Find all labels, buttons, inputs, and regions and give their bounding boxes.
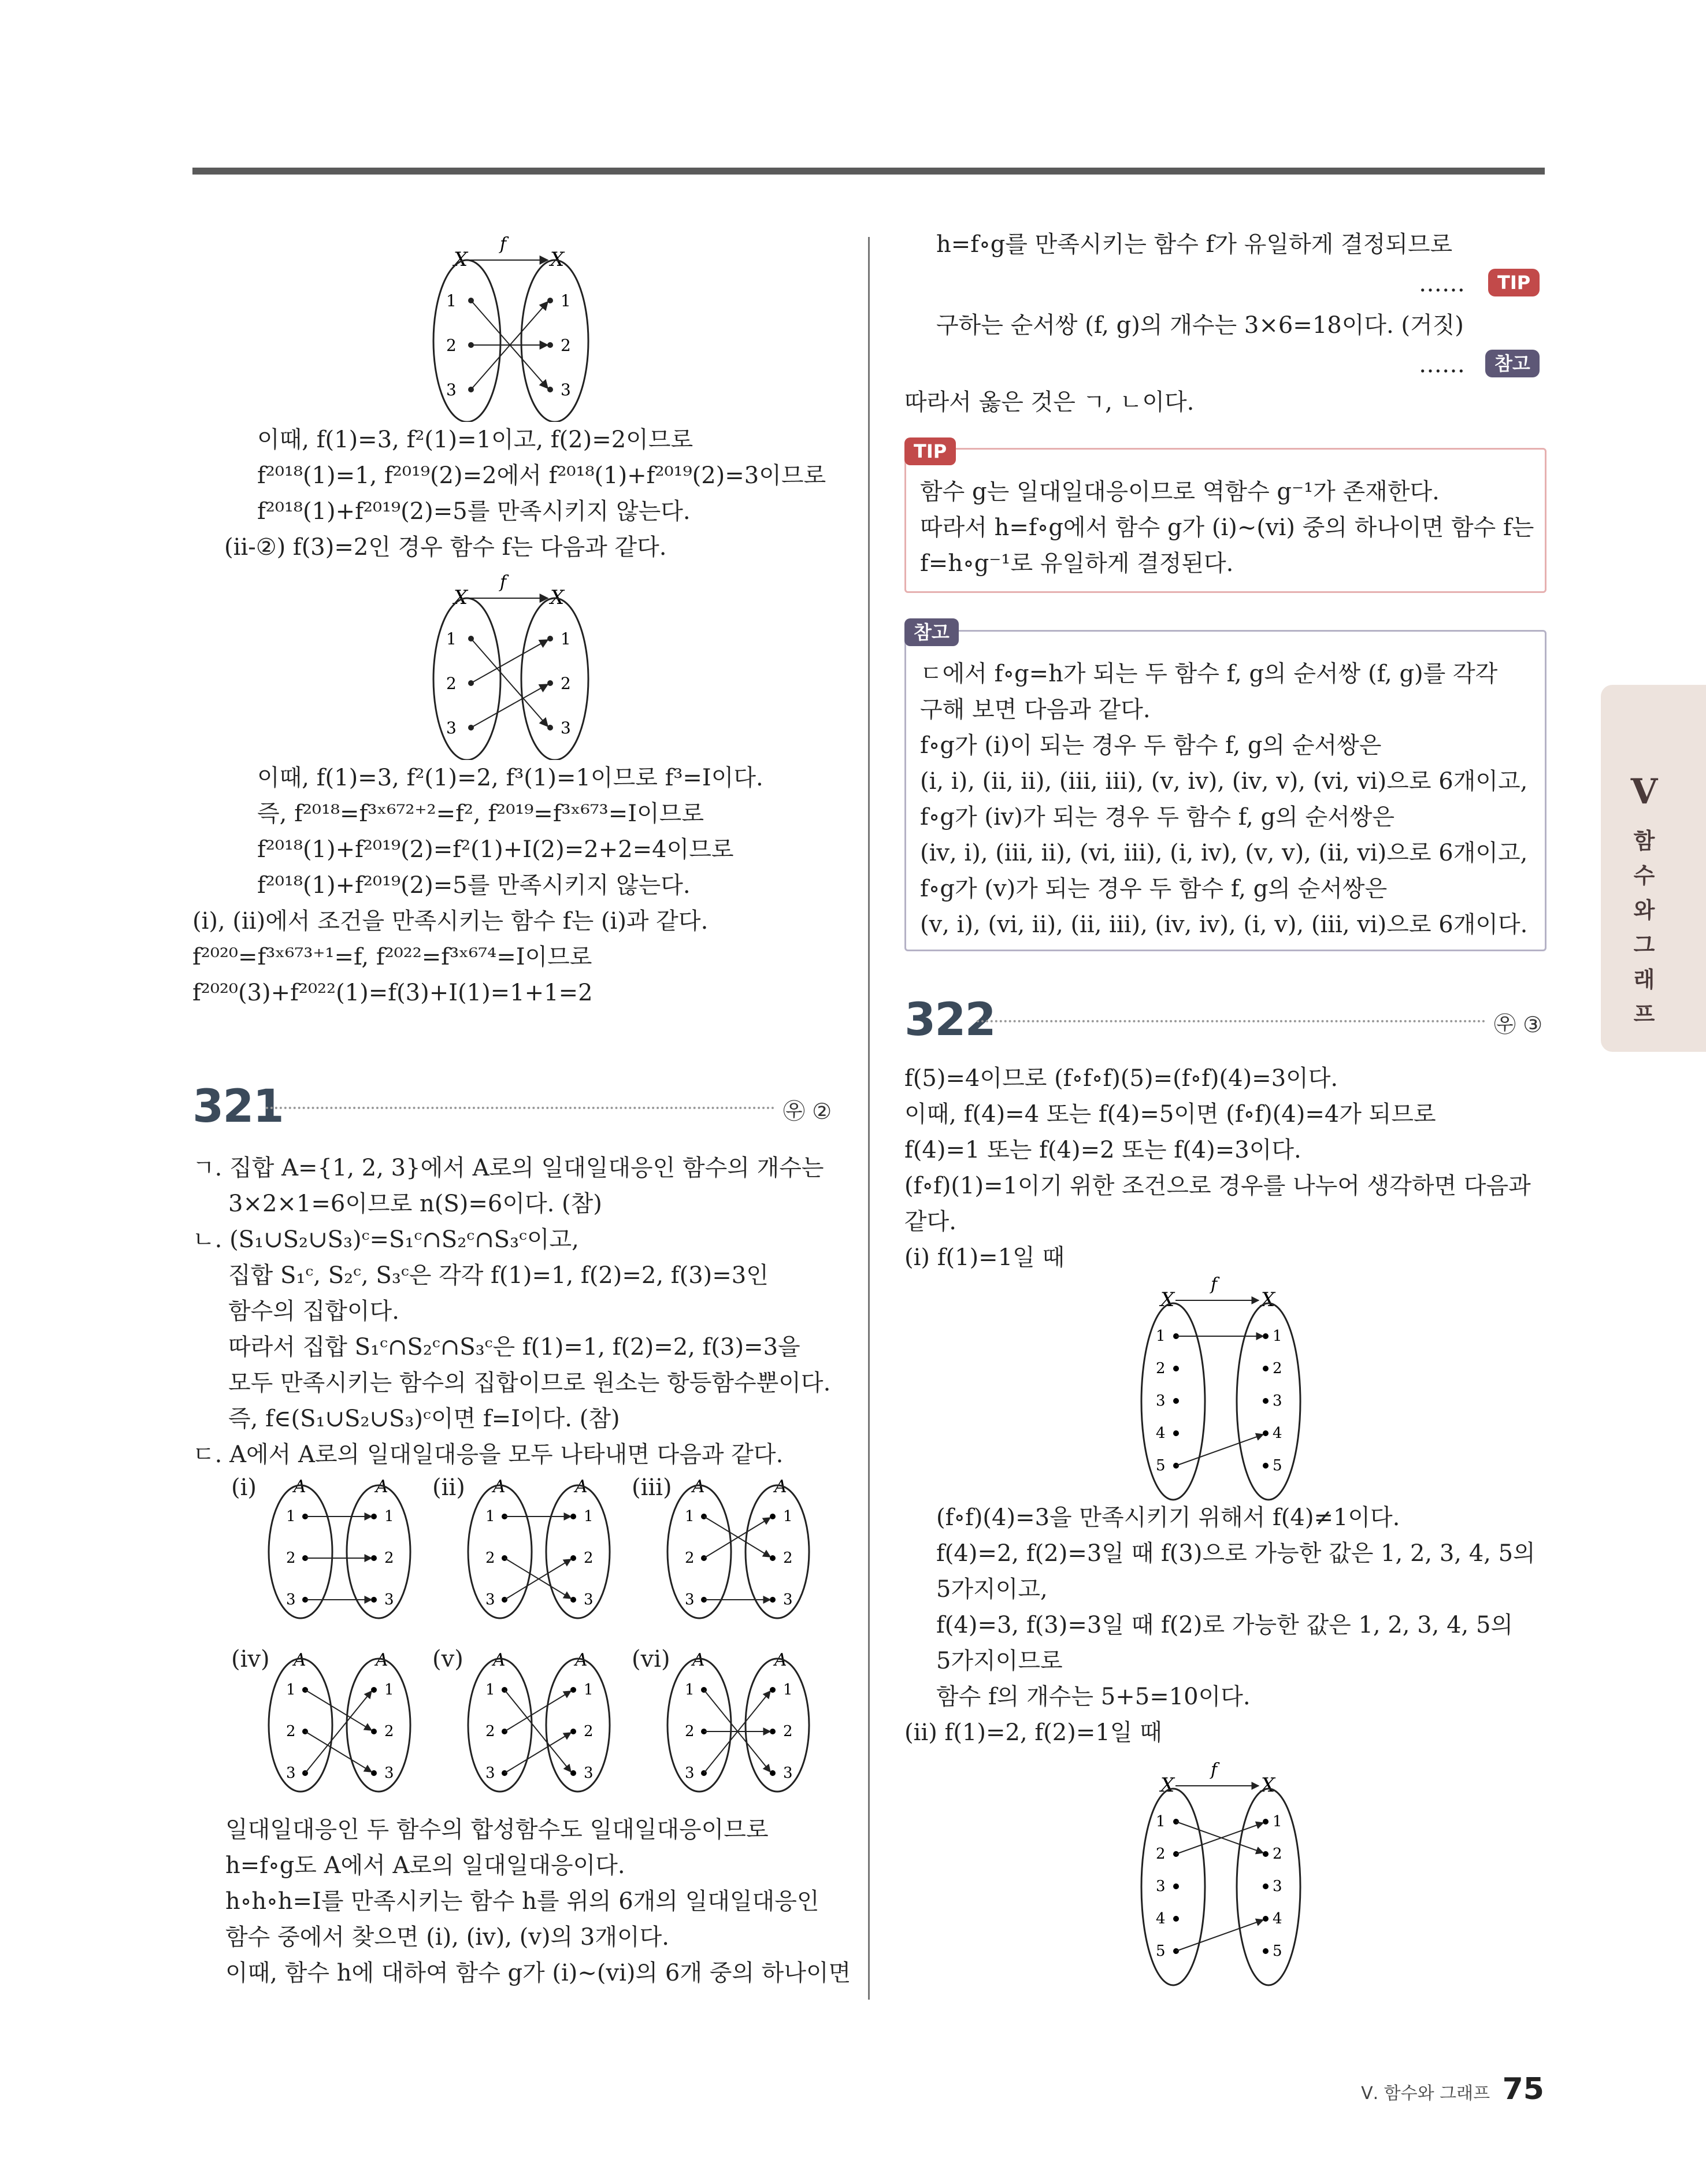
answer-badge-322: ㉾ ③: [1494, 1012, 1543, 1037]
bijection-diagrams: [254, 1468, 844, 1797]
svg-text:f: f: [500, 234, 507, 254]
text-line: (f∘f)(4)=3을 만족시키기 위해서 f(4)≠1이다.: [936, 1504, 1400, 1531]
svg-text:1: 1: [561, 629, 571, 648]
svg-text:2: 2: [685, 1723, 695, 1740]
problem-number-322: 322: [904, 994, 995, 1046]
svg-text:2: 2: [685, 1549, 695, 1567]
dots: ……: [1419, 270, 1465, 297]
text-line: h=f∘g도 A에서 A로의 일대일대응이다.: [225, 1852, 625, 1879]
svg-text:f: f: [1211, 1274, 1218, 1295]
text-line: 즉, f∈(S₁∪S₂∪S₃)ᶜ이면 f=I이다. (참): [228, 1406, 620, 1432]
text-line: 함수 g는 일대일대응이므로 역함수 g⁻¹가 존재한다.: [920, 479, 1440, 505]
text-line: (ⅰ) f(1)=1일 때: [904, 1244, 1065, 1271]
text-line: f²⁰²⁰=f³ˣ⁶⁷³⁺¹=f, f²⁰²²=f³ˣ⁶⁷⁴=I이므로: [192, 944, 592, 970]
text-line: (f∘f)(1)=1이기 위한 조건으로 경우를 나누어 생각하면 다음과: [904, 1173, 1531, 1199]
diagram-iii: [667, 1477, 809, 1618]
chapter-title-vertical: [1601, 824, 1688, 1032]
diagram-label: (ⅰ): [231, 1474, 257, 1501]
svg-text:2: 2: [446, 336, 457, 355]
svg-text:2: 2: [1273, 1845, 1282, 1863]
text-line: h∘h∘h=I를 만족시키는 함수 h를 위의 6개의 일대일대응인: [225, 1888, 819, 1915]
svg-text:2: 2: [584, 1549, 594, 1567]
chapter-side-tab: [1601, 685, 1706, 1052]
text-line: 이때, f(4)=4 또는 f(4)=5이면 (f∘f)(4)=4가 되므로: [904, 1101, 1436, 1128]
svg-text:2: 2: [485, 1723, 495, 1740]
svg-text:3: 3: [783, 1764, 793, 1782]
answer-badge-321: ㉾ ②: [783, 1099, 832, 1124]
footer-chapter: Ⅴ. 함수와 그래프: [1361, 2083, 1490, 2104]
text-line: f(4)=3, f(3)=3일 때 f(2)로 가능한 값은 1, 2, 3, 4, 5의: [936, 1612, 1514, 1638]
svg-text:2: 2: [485, 1549, 495, 1567]
column-divider: [868, 237, 870, 2000]
svg-text:3: 3: [584, 1764, 594, 1782]
text-line: f(5)=4이므로 (f∘f∘f)(5)=(f∘f)(4)=3이다.: [904, 1065, 1338, 1092]
text-line: 모두 만족시키는 함수의 집합이므로 원소는 항등함수뿐이다.: [228, 1370, 831, 1396]
text-line: f(4)=1 또는 f(4)=2 또는 f(4)=3이다.: [904, 1137, 1301, 1163]
text-line: 따라서 h=f∘g에서 함수 g가 (ⅰ)~(ⅵ) 중의 하나이면 함수 f는: [920, 514, 1534, 541]
diagram-label: (ⅵ): [632, 1646, 670, 1673]
svg-text:2: 2: [584, 1723, 594, 1740]
svg-text:f: f: [500, 572, 507, 592]
svg-text:A: A: [294, 1477, 306, 1497]
text-line: f=h∘g⁻¹로 유일하게 결정된다.: [920, 550, 1234, 577]
text-line: (ⅰ, ⅰ), (ⅱ, ⅱ), (ⅲ, ⅲ), (ⅴ, ⅳ), (ⅳ, ⅴ), (ⅵ, ⅵ)으로 6개이고,: [920, 768, 1528, 795]
svg-text:3: 3: [446, 380, 457, 399]
text-line: 3×2×1=6이므로 n(S)=6이다. (참): [228, 1191, 602, 1217]
chapter-title-char: 래: [1633, 967, 1655, 992]
svg-text:1: 1: [286, 1508, 296, 1525]
svg-text:A: A: [376, 1650, 388, 1670]
dots: ……: [1419, 351, 1465, 378]
text-line: f²⁰¹⁸(1)+f²⁰¹⁹(2)=5를 만족시키지 않는다.: [257, 498, 691, 525]
svg-text:2: 2: [561, 336, 571, 355]
svg-text:A: A: [774, 1650, 787, 1670]
svg-text:1: 1: [485, 1681, 495, 1699]
svg-text:3: 3: [1273, 1392, 1282, 1410]
svg-text:1: 1: [685, 1508, 695, 1525]
svg-text:f: f: [1211, 1760, 1218, 1780]
diagram-ii: [468, 1477, 610, 1618]
svg-text:2: 2: [561, 674, 571, 693]
svg-text:3: 3: [446, 718, 457, 737]
svg-text:1: 1: [1273, 1813, 1282, 1830]
svg-text:2: 2: [783, 1723, 793, 1740]
svg-text:5: 5: [1273, 1942, 1282, 1960]
text-line: 이때, f(1)=3, f²(1)=2, f³(1)=1이므로 f³=I이다.: [257, 765, 763, 791]
text-line: 5가지이므로: [936, 1648, 1063, 1674]
svg-text:2: 2: [1273, 1360, 1282, 1377]
chapter-title-char: 와: [1633, 898, 1655, 923]
svg-text:A: A: [692, 1477, 705, 1497]
diagram-label: (ⅲ): [632, 1474, 672, 1501]
svg-text:A: A: [692, 1650, 705, 1670]
text-line: f²⁰¹⁸(1)=1, f²⁰¹⁹(2)=2에서 f²⁰¹⁸(1)+f²⁰¹⁹(2)=3이므로: [257, 462, 826, 489]
text-line: f²⁰¹⁸(1)+f²⁰¹⁹(2)=5를 만족시키지 않는다.: [257, 872, 691, 899]
svg-text:X: X: [454, 586, 468, 609]
svg-text:A: A: [493, 1477, 506, 1497]
svg-text:3: 3: [685, 1764, 695, 1782]
svg-text:1: 1: [446, 629, 457, 648]
svg-text:3: 3: [286, 1591, 296, 1608]
svg-text:1: 1: [1273, 1328, 1282, 1345]
tip-label: TIP: [904, 437, 956, 465]
text-line: ㄴ. (S₁∪S₂∪S₃)ᶜ=S₁ᶜ∩S₂ᶜ∩S₃ᶜ이고,: [192, 1226, 579, 1253]
text-line: (ⅴ, ⅰ), (ⅵ, ⅱ), (ⅱ, ⅲ), (ⅳ, ⅳ), (ⅰ, ⅴ), (ⅲ, ⅵ)으로 6개이다.: [920, 911, 1528, 938]
svg-text:A: A: [774, 1477, 787, 1497]
mapping-diagram-322-i: [1127, 1271, 1318, 1503]
svg-text:A: A: [294, 1650, 306, 1670]
text-line: 따라서 집합 S₁ᶜ∩S₂ᶜ∩S₃ᶜ은 f(1)=1, f(2)=2, f(3)=3을: [228, 1334, 800, 1360]
dotted-leader: [266, 1107, 774, 1109]
svg-text:3: 3: [485, 1764, 495, 1782]
diagram-iv: [269, 1650, 410, 1792]
svg-text:X: X: [1160, 1288, 1175, 1311]
svg-text:1: 1: [286, 1681, 296, 1699]
page-number: 75: [1502, 2072, 1544, 2107]
diagram-v: [468, 1650, 610, 1792]
text-line: 구하는 순서쌍 (f, g)의 개수는 3×6=18이다. (거짓): [936, 312, 1464, 339]
page-footer: [1361, 2072, 1544, 2107]
text-line: h=f∘g를 만족시키는 함수 f가 유일하게 결정되므로: [936, 231, 1453, 258]
svg-text:X: X: [550, 248, 565, 271]
svg-text:X: X: [454, 248, 468, 271]
tip-tag: TIP: [1488, 269, 1540, 296]
text-line: 일대일대응인 두 함수의 합성함수도 일대일대응이므로: [225, 1816, 769, 1843]
svg-text:A: A: [575, 1650, 588, 1670]
svg-text:3: 3: [286, 1764, 296, 1782]
svg-text:2: 2: [1156, 1845, 1166, 1863]
svg-text:1: 1: [384, 1508, 394, 1525]
text-line: 함수 중에서 찾으면 (ⅰ), (ⅳ), (ⅴ)의 3개이다.: [225, 1924, 669, 1951]
svg-text:A: A: [493, 1650, 506, 1670]
svg-text:1: 1: [384, 1681, 394, 1699]
svg-text:1: 1: [584, 1508, 594, 1525]
mapping-diagram-322-ii: [1127, 1757, 1318, 1988]
svg-text:3: 3: [1273, 1878, 1282, 1895]
dotted-leader: [977, 1020, 1485, 1022]
svg-text:2: 2: [286, 1723, 296, 1740]
text-line: 함수 f의 개수는 5+5=10이다.: [936, 1684, 1251, 1710]
svg-text:2: 2: [286, 1549, 296, 1567]
text-line: (ⅱ) f(1)=2, f(2)=1일 때: [904, 1719, 1162, 1746]
svg-text:3: 3: [1156, 1878, 1166, 1895]
svg-text:5: 5: [1156, 1942, 1166, 1960]
text-line: 함수의 집합이다.: [228, 1298, 399, 1325]
diagram-label: (ⅱ): [432, 1474, 465, 1501]
svg-text:3: 3: [384, 1764, 394, 1782]
text-line: f∘g가 (ⅰ)이 되는 경우 두 함수 f, g의 순서쌍은: [920, 732, 1382, 759]
svg-text:X: X: [1261, 1774, 1275, 1797]
problem-number-321: 321: [192, 1081, 283, 1133]
text-line: ㄷ. A에서 A로의 일대일대응을 모두 나타내면 다음과 같다.: [192, 1441, 784, 1468]
text-line: 같다.: [904, 1208, 956, 1235]
svg-text:A: A: [575, 1477, 588, 1497]
chapter-title-char: 함: [1633, 828, 1655, 854]
svg-text:5: 5: [1156, 1457, 1166, 1474]
mapping-diagram-1: [416, 231, 607, 422]
svg-text:2: 2: [384, 1549, 394, 1567]
svg-text:3: 3: [561, 380, 571, 399]
svg-text:2: 2: [384, 1723, 394, 1740]
svg-text:1: 1: [783, 1681, 793, 1699]
svg-text:5: 5: [1273, 1457, 1282, 1474]
diagram-vi: [667, 1650, 809, 1792]
svg-text:1: 1: [446, 291, 457, 310]
diagram-label: (ⅴ): [432, 1646, 463, 1673]
svg-text:3: 3: [685, 1591, 695, 1608]
svg-text:1: 1: [685, 1681, 695, 1699]
text-line: 따라서 옳은 것은 ㄱ, ㄴ이다.: [904, 389, 1195, 416]
text-line: (ⅳ, ⅰ), (ⅲ, ⅱ), (ⅵ, ⅲ), (ⅰ, ⅳ), (ⅴ, ⅴ), (ⅱ, ⅵ)으로 6개이고,: [920, 840, 1528, 866]
diagram-i: [269, 1477, 410, 1618]
text-line: (ⅰ), (ⅱ)에서 조건을 만족시키는 함수 f는 (ⅰ)과 같다.: [192, 908, 709, 935]
svg-text:4: 4: [1156, 1910, 1166, 1927]
svg-text:2: 2: [1156, 1360, 1166, 1377]
top-rule: [192, 168, 1545, 175]
text-line: 구해 보면 다음과 같다.: [920, 696, 1151, 723]
text-line: f∘g가 (ⅳ)가 되는 경우 두 함수 f, g의 순서쌍은: [920, 804, 1395, 830]
svg-text:4: 4: [1273, 1425, 1282, 1442]
svg-text:1: 1: [1156, 1813, 1166, 1830]
svg-text:X: X: [1160, 1774, 1175, 1797]
text-line: ㄷ에서 f∘g=h가 되는 두 함수 f, g의 순서쌍 (f, g)를 각각: [920, 661, 1498, 687]
svg-text:A: A: [376, 1477, 388, 1497]
svg-text:4: 4: [1156, 1425, 1166, 1442]
chapter-roman-numeral: V: [1630, 772, 1658, 812]
text-line: 이때, 함수 h에 대하여 함수 g가 (ⅰ)~(ⅵ)의 6개 중의 하나이면: [225, 1960, 851, 1986]
chapter-title-char: 프: [1633, 1002, 1655, 1027]
chapter-title-char: 수: [1633, 863, 1655, 888]
svg-text:X: X: [550, 586, 565, 609]
maping-diagram-2: [416, 569, 607, 760]
svg-text:1: 1: [783, 1508, 793, 1525]
reference-label: 참고: [904, 618, 959, 646]
chapter-title-char: 그: [1633, 932, 1655, 958]
svg-text:X: X: [1261, 1288, 1275, 1311]
text-line: f²⁰¹⁸(1)+f²⁰¹⁹(2)=f²(1)+I(2)=2+2=4이므로: [257, 836, 734, 863]
text-line: (ⅱ-②) f(3)=2인 경우 함수 f는 다음과 같다.: [224, 534, 667, 561]
svg-text:2: 2: [446, 674, 457, 693]
text-line: 즉, f²⁰¹⁸=f³ˣ⁶⁷²⁺²=f², f²⁰¹⁹=f³ˣ⁶⁷³=I이므로: [257, 800, 704, 827]
ref-tag: 참고: [1485, 350, 1540, 377]
text-line: f(4)=2, f(2)=3일 때 f(3)으로 가능한 값은 1, 2, 3, 4, 5의: [936, 1540, 1536, 1567]
svg-text:1: 1: [584, 1681, 594, 1699]
svg-text:1: 1: [485, 1508, 495, 1525]
text-line: f²⁰²⁰(3)+f²⁰²²(1)=f(3)+I(1)=1+1=2: [192, 980, 593, 1006]
svg-text:3: 3: [561, 718, 571, 737]
text-line: 5가지이고,: [936, 1576, 1048, 1603]
svg-text:4: 4: [1273, 1910, 1282, 1927]
svg-text:3: 3: [584, 1591, 594, 1608]
svg-text:3: 3: [384, 1591, 394, 1608]
svg-text:1: 1: [1156, 1328, 1166, 1345]
text-line: 집합 S₁ᶜ, S₂ᶜ, S₃ᶜ은 각각 f(1)=1, f(2)=2, f(3)=3인: [228, 1262, 769, 1289]
text-line: f∘g가 (ⅴ)가 되는 경우 두 함수 f, g의 순서쌍은: [920, 876, 1388, 902]
svg-text:3: 3: [1156, 1392, 1166, 1410]
svg-text:1: 1: [561, 291, 571, 310]
svg-text:3: 3: [783, 1591, 793, 1608]
text-line: 이때, f(1)=3, f²(1)=1이고, f(2)=2이므로: [257, 427, 693, 453]
diagram-label: (ⅳ): [231, 1646, 270, 1673]
svg-text:2: 2: [783, 1549, 793, 1567]
svg-text:3: 3: [485, 1591, 495, 1608]
text-line: ㄱ. 집합 A={1, 2, 3}에서 A로의 일대일대응인 함수의 개수는: [192, 1155, 824, 1181]
